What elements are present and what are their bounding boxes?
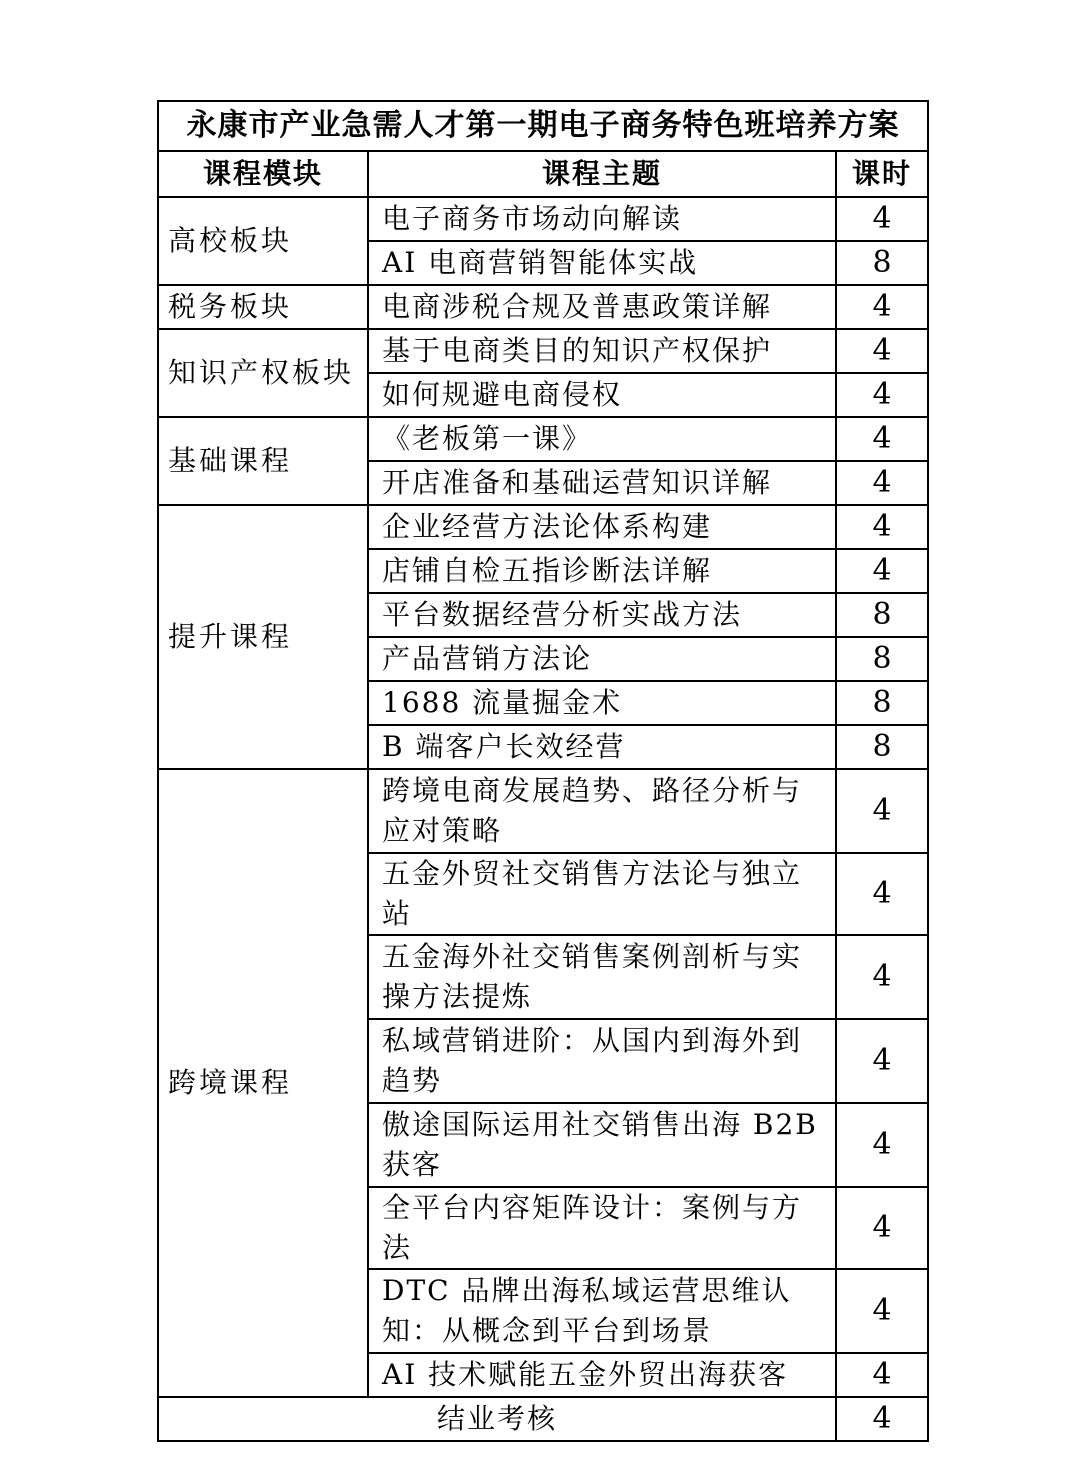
- topic-cell: 私域营销进阶：从国内到海外到趋势: [368, 1019, 836, 1103]
- hours-cell: 4: [836, 1269, 928, 1353]
- topic-cell: 平台数据经营分析实战方法: [368, 593, 836, 637]
- final-assessment-label: 结业考核: [158, 1397, 836, 1441]
- topic-cell: 企业经营方法论体系构建: [368, 505, 836, 549]
- topic-cell: 电子商务市场动向解读: [368, 197, 836, 241]
- hours-cell: 4: [836, 461, 928, 505]
- hours-cell: 4: [836, 1397, 928, 1441]
- topic-cell: AI 电商营销智能体实战: [368, 241, 836, 285]
- topic-cell: 基于电商类目的知识产权保护: [368, 329, 836, 373]
- topic-cell: B 端客户长效经营: [368, 725, 836, 769]
- module-cell: 基础课程: [158, 417, 368, 505]
- module-cell: 知识产权板块: [158, 329, 368, 417]
- hours-cell: 4: [836, 197, 928, 241]
- hours-cell: 4: [836, 329, 928, 373]
- hours-cell: 4: [836, 1103, 928, 1187]
- topic-cell: 1688 流量掘金术: [368, 681, 836, 725]
- topic-cell: 电商涉税合规及普惠政策详解: [368, 285, 836, 329]
- topic-cell: 如何规避电商侵权: [368, 373, 836, 417]
- hours-cell: 4: [836, 769, 928, 853]
- topic-cell: 五金外贸社交销售方法论与独立站: [368, 853, 836, 935]
- topic-cell: AI 技术赋能五金外贸出海获客: [368, 1353, 836, 1397]
- module-cell: 跨境课程: [158, 769, 368, 1397]
- hours-cell: 4: [836, 417, 928, 461]
- topic-cell: 五金海外社交销售案例剖析与实操方法提炼: [368, 935, 836, 1019]
- hours-cell: 4: [836, 549, 928, 593]
- hours-cell: 8: [836, 637, 928, 681]
- hours-cell: 4: [836, 1187, 928, 1269]
- topic-cell: DTC 品牌出海私域运营思维认知：从概念到平台到场景: [368, 1269, 836, 1353]
- column-header-module: 课程模块: [158, 151, 368, 197]
- hours-cell: 4: [836, 1019, 928, 1103]
- topic-cell: 开店准备和基础运营知识详解: [368, 461, 836, 505]
- hours-cell: 4: [836, 935, 928, 1019]
- topic-cell: 店铺自检五指诊断法详解: [368, 549, 836, 593]
- training-plan-table: [157, 100, 929, 1442]
- column-header-topic: 课程主题: [368, 151, 836, 197]
- topic-cell: 傲途国际运用社交销售出海 B2B 获客: [368, 1103, 836, 1187]
- topic-cell: 《老板第一课》: [368, 417, 836, 461]
- topic-cell: 产品营销方法论: [368, 637, 836, 681]
- topic-cell: 全平台内容矩阵设计：案例与方法: [368, 1187, 836, 1269]
- module-cell: 税务板块: [158, 285, 368, 329]
- hours-cell: 4: [836, 285, 928, 329]
- hours-cell: 8: [836, 241, 928, 285]
- hours-cell: 4: [836, 505, 928, 549]
- hours-cell: 8: [836, 725, 928, 769]
- hours-cell: 4: [836, 1353, 928, 1397]
- page-title: 永康市产业急需人才第一期电子商务特色班培养方案: [158, 101, 928, 151]
- hours-cell: 4: [836, 853, 928, 935]
- topic-cell: 跨境电商发展趋势、路径分析与应对策略: [368, 769, 836, 853]
- hours-cell: 4: [836, 373, 928, 417]
- column-header-hours: 课时: [836, 151, 928, 197]
- hours-cell: 8: [836, 593, 928, 637]
- module-cell: 提升课程: [158, 505, 368, 769]
- hours-cell: 8: [836, 681, 928, 725]
- module-cell: 高校板块: [158, 197, 368, 285]
